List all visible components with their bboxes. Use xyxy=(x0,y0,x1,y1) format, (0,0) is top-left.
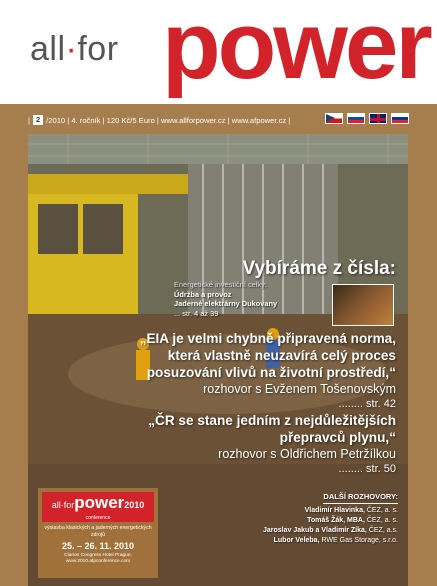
uk-flag-icon[interactable] xyxy=(369,113,387,124)
logo-for: for xyxy=(77,30,119,68)
interview-page-1: ........ str. 42 xyxy=(338,398,396,410)
logo-all: all xyxy=(30,30,66,68)
conference-logo-power: power xyxy=(74,493,125,512)
invest-label: Energetické investiční celky: xyxy=(174,280,267,289)
cover-photo xyxy=(28,134,408,586)
conference-venue: Clarion Congress Hotel Prague, www.2010.afpconference.com xyxy=(64,553,132,564)
conference-promo[interactable] xyxy=(38,488,158,578)
masthead xyxy=(0,0,437,104)
cover xyxy=(0,104,437,586)
invest-line1: Údržba a provoz xyxy=(174,289,232,299)
issue-info-text: /2010 | 4. ročník | 120 Kč/5 Euro | www.allforpower.cz | www.afpower.cz | xyxy=(46,115,291,125)
interview-quote-1[interactable]: „EIA je velmi chybně připravená norma, která vlastně neuzavírá celý proces posuzování vlivů na životní prostředí,“ xyxy=(139,331,396,380)
other-interview-item[interactable]: Lubor Veleba, RWE Gas Storage, s.r.o. xyxy=(273,537,398,544)
language-flags xyxy=(325,113,409,124)
other-interview-item[interactable]: Jaroslav Jakub a Vladimír Zíka, ČEZ, a.s. xyxy=(262,527,398,534)
other-interview-item[interactable]: Tomáš Žák, MBA, ČEZ, a. s. xyxy=(307,517,398,524)
interview-quote-2[interactable]: „ČR se stane jedním z nejdůležitějších přepravců plynu,“ xyxy=(148,413,396,445)
other-interviews-title: DALŠÍ ROZHOVORY: xyxy=(323,492,398,504)
czech-flag-icon[interactable] xyxy=(325,113,343,124)
conference-logo-sub: conference xyxy=(85,515,111,521)
invest-teaser[interactable] xyxy=(174,280,324,318)
invest-page: ... str. 4 až 39 xyxy=(174,308,219,318)
invest-thumbnail xyxy=(332,284,394,326)
logo-power: power xyxy=(162,0,430,99)
conference-logo-year: 2010 xyxy=(124,500,145,510)
section-heading: Vybíráme z čísla: xyxy=(242,258,396,279)
conference-dates: 25. – 26. 11. 2010 xyxy=(61,541,135,551)
other-interviews xyxy=(188,492,398,546)
interview-page-2: ........ str. 50 xyxy=(338,463,396,475)
conference-subtitle: výstavba klasických a jaderných energetických zdrojů xyxy=(44,525,152,538)
pipe-open: | xyxy=(28,115,30,125)
slovak-flag-icon[interactable] xyxy=(347,113,365,124)
russian-flag-icon[interactable] xyxy=(391,113,409,124)
conference-logo xyxy=(42,492,154,522)
invest-line2: Jaderné elektrárny Dukovany xyxy=(174,299,278,308)
issue-number-badge: 2 xyxy=(33,115,43,125)
other-interview-item[interactable]: Vladimír Hlavinka, ČEZ, a. s. xyxy=(304,507,398,514)
interview-subtitle-2: rozhovor s Oldřichem Petržílkou xyxy=(218,447,396,461)
conference-logo-all: all·for xyxy=(51,500,75,510)
logo-all-for xyxy=(30,30,119,69)
logo-dot: · xyxy=(65,30,78,68)
interview-subtitle-1: rozhovor s Evženem Tošenovským xyxy=(203,382,396,396)
